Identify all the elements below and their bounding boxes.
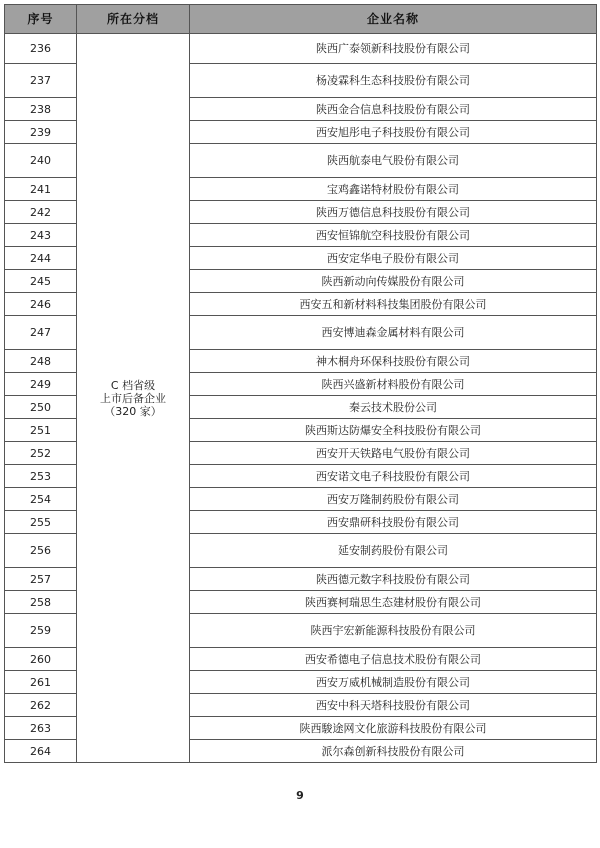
row-seq: 250 bbox=[5, 396, 77, 419]
header-tier: 所在分档 bbox=[77, 5, 190, 34]
tier-cell bbox=[77, 34, 190, 763]
row-seq: 238 bbox=[5, 98, 77, 121]
table-header-row bbox=[5, 5, 597, 34]
row-company-name: 陕西斯达防爆安全科技股份有限公司 bbox=[190, 419, 597, 442]
page-number: 9 bbox=[296, 789, 304, 802]
row-seq: 240 bbox=[5, 144, 77, 178]
row-company-name: 陕西兴盛新材料股份有限公司 bbox=[190, 373, 597, 396]
row-company-name: 延安制药股份有限公司 bbox=[190, 534, 597, 568]
row-company-name: 陕西金合信息科技股份有限公司 bbox=[190, 98, 597, 121]
row-company-name: 陕西赛柯瑞思生态建材股份有限公司 bbox=[190, 591, 597, 614]
tier-line: 上市后备企业 bbox=[100, 391, 166, 405]
tier-line: （320 家） bbox=[104, 404, 162, 418]
row-seq: 236 bbox=[5, 34, 77, 64]
row-seq: 264 bbox=[5, 740, 77, 763]
row-seq: 263 bbox=[5, 717, 77, 740]
row-company-name: 陕西德元数字科技股份有限公司 bbox=[190, 568, 597, 591]
table-body bbox=[5, 34, 597, 763]
row-seq: 247 bbox=[5, 316, 77, 350]
row-company-name: 西安五和新材料科技集团股份有限公司 bbox=[190, 293, 597, 316]
row-company-name: 陕西駿途网文化旅游科技股份有限公司 bbox=[190, 717, 597, 740]
row-seq: 246 bbox=[5, 293, 77, 316]
row-company-name: 西安鼎研科技股份有限公司 bbox=[190, 511, 597, 534]
row-seq: 256 bbox=[5, 534, 77, 568]
row-seq: 239 bbox=[5, 121, 77, 144]
row-company-name: 西安定华电子股份有限公司 bbox=[190, 247, 597, 270]
row-company-name: 西安万隆制药股份有限公司 bbox=[190, 488, 597, 511]
row-seq: 253 bbox=[5, 465, 77, 488]
enterprise-table bbox=[4, 4, 597, 763]
row-seq: 255 bbox=[5, 511, 77, 534]
row-company-name: 西安博迪森金属材料有限公司 bbox=[190, 316, 597, 350]
row-seq: 241 bbox=[5, 178, 77, 201]
row-company-name: 西安诺文电子科技股份有限公司 bbox=[190, 465, 597, 488]
row-company-name: 西安开天铁路电气股份有限公司 bbox=[190, 442, 597, 465]
row-company-name: 陕西新动向传媒股份有限公司 bbox=[190, 270, 597, 293]
row-company-name: 神木桐舟环保科技股份有限公司 bbox=[190, 350, 597, 373]
tier-line: C 档省级 bbox=[110, 378, 156, 392]
row-company-name: 西安万威机械制造股份有限公司 bbox=[190, 671, 597, 694]
row-company-name: 陕西万德信息科技股份有限公司 bbox=[190, 201, 597, 224]
row-seq: 260 bbox=[5, 648, 77, 671]
row-company-name: 西安旭彤电子科技股份有限公司 bbox=[190, 121, 597, 144]
row-seq: 242 bbox=[5, 201, 77, 224]
row-seq: 248 bbox=[5, 350, 77, 373]
row-seq: 259 bbox=[5, 614, 77, 648]
table-row bbox=[5, 34, 597, 64]
row-seq: 243 bbox=[5, 224, 77, 247]
row-seq: 244 bbox=[5, 247, 77, 270]
header-seq: 序号 bbox=[5, 5, 77, 34]
row-seq: 237 bbox=[5, 64, 77, 98]
row-company-name: 西安恒锦航空科技股份有限公司 bbox=[190, 224, 597, 247]
row-seq: 254 bbox=[5, 488, 77, 511]
row-seq: 261 bbox=[5, 671, 77, 694]
row-seq: 258 bbox=[5, 591, 77, 614]
row-company-name: 陕西广泰领新科技股份有限公司 bbox=[190, 34, 597, 64]
row-company-name: 派尔森创新科技股份有限公司 bbox=[190, 740, 597, 763]
row-company-name: 宝鸡鑫诺特材股份有限公司 bbox=[190, 178, 597, 201]
row-seq: 249 bbox=[5, 373, 77, 396]
row-seq: 252 bbox=[5, 442, 77, 465]
header-company-name: 企业名称 bbox=[190, 5, 597, 34]
row-company-name: 杨凌霖科生态科技股份有限公司 bbox=[190, 64, 597, 98]
row-seq: 251 bbox=[5, 419, 77, 442]
row-seq: 262 bbox=[5, 694, 77, 717]
row-seq: 257 bbox=[5, 568, 77, 591]
row-company-name: 秦云技术股份公司 bbox=[190, 396, 597, 419]
row-company-name: 西安中科天塔科技股份有限公司 bbox=[190, 694, 597, 717]
row-company-name: 陕西宇宏新能源科技股份有限公司 bbox=[190, 614, 597, 648]
row-seq: 245 bbox=[5, 270, 77, 293]
row-company-name: 陕西航泰电气股份有限公司 bbox=[190, 144, 597, 178]
row-company-name: 西安希德电子信息技术股份有限公司 bbox=[190, 648, 597, 671]
